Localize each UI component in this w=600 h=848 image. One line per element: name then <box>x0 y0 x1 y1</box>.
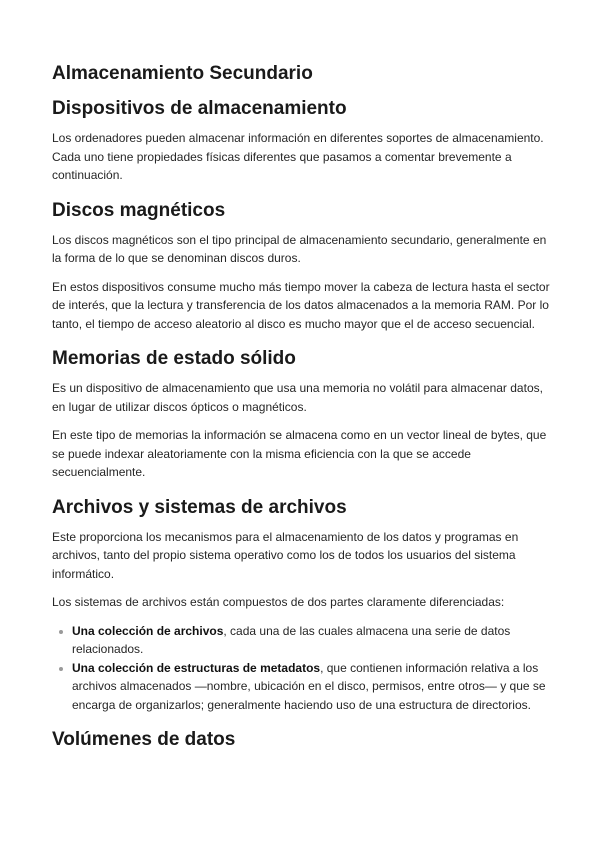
bullet-icon <box>59 630 63 634</box>
section-discos-magneticos <box>52 199 552 334</box>
list-item-bold: Una colección de archivos <box>72 623 224 638</box>
section-memorias-estado-solido <box>52 347 552 482</box>
section-heading: Memorias de estado sólido <box>52 348 296 369</box>
paragraph: Los sistemas de archivos están compuestos de dos partes claramente diferenciadas: <box>52 595 505 609</box>
section-dispositivos <box>52 97 552 185</box>
paragraph: En estos dispositivos consume mucho más tiempo mover la cabeza de lectura hasta el sector de interés, que la lectura y transferencia de los datos almacenados a la memoria RAM. Por lo tanto, el tiempo de acceso aleatorio al disco es mucho mayor que el de acceso secuencial. <box>52 279 550 331</box>
section-heading: Discos magnéticos <box>52 199 226 221</box>
list-item <box>72 622 552 659</box>
document-page <box>52 62 552 760</box>
bullet-list <box>52 622 552 715</box>
section-archivos <box>52 496 552 715</box>
paragraph: Los discos magnéticos son el tipo principal de almacenamiento secundario, generalmente en la forma de lo que se denominan discos duros. <box>52 232 547 265</box>
bullet-icon <box>59 667 63 671</box>
list-item-bold: Una colección de estructuras de metadatos <box>72 660 321 675</box>
section-volumenes <box>52 728 552 752</box>
paragraph: Es un dispositivo de almacenamiento que usa una memoria no volátil para almacenar datos, en lugar de utilizar discos ópticos o magnéticos. <box>52 381 543 414</box>
section-heading: Volúmenes de datos <box>52 729 236 750</box>
paragraph: En este tipo de memorias la información se almacena como en un vector lineal de bytes, que se puede indexar aleatoriamente con la misma eficiencia con la que se accede secuencialmente. <box>52 428 547 479</box>
document-title: Almacenamiento Secundario <box>52 63 313 84</box>
section-heading: Archivos y sistemas de archivos <box>52 496 347 518</box>
paragraph: Este proporciona los mecanismos para el almacenamiento de los datos y programas en archivos, tanto del propio sistema operativo como los de todos los usuarios del sistema informático. <box>52 529 519 581</box>
paragraph: Los ordenadores pueden almacenar información en diferentes soportes de almacenamiento. Cada uno tiene propiedades físicas diferentes que pasamos a comentar brevemente a continuación. <box>52 131 544 182</box>
section-heading: Dispositivos de almacenamiento <box>52 98 347 119</box>
list-item-text: , que contienen información relativa a los archivos almacenados —nombre, ubicación en el disco, permisos, entre otros— y que se encarga de organizarlos; generalmente haciendo uso de una estructura de directorios. <box>72 660 546 712</box>
list-item-text: , cada una de las cuales almacena una serie de datos relacionados. <box>72 623 511 656</box>
list-item <box>72 659 552 715</box>
